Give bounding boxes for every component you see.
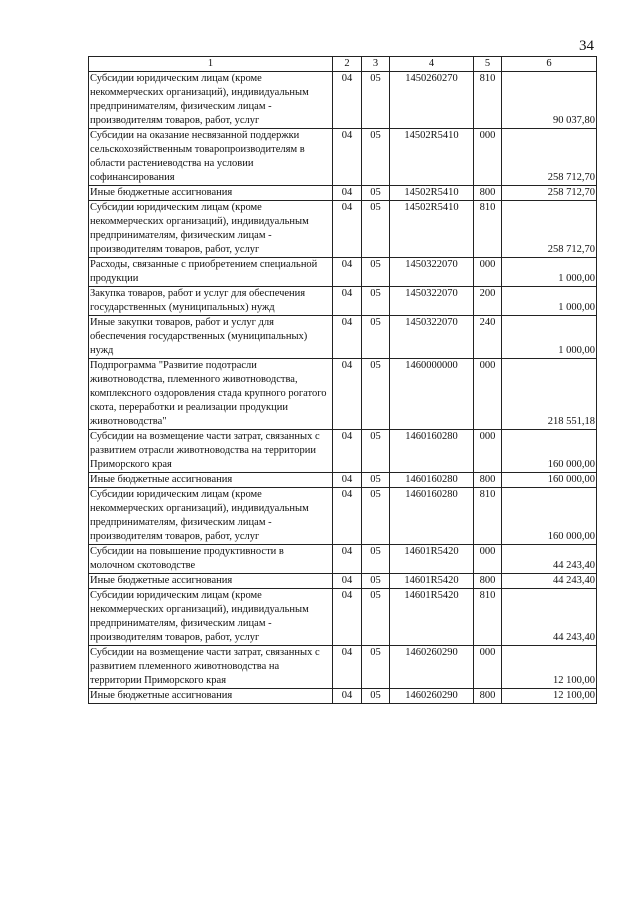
amount-cell: 44 243,40 — [502, 574, 597, 589]
target-article-cell: 1460260290 — [390, 646, 474, 689]
table-row — [89, 574, 597, 589]
target-article-cell: 14601R5420 — [390, 545, 474, 574]
expense-type-cell: 810 — [474, 589, 502, 646]
target-article-cell: 14502R5410 — [390, 186, 474, 201]
amount-cell: 160 000,00 — [502, 430, 597, 473]
section-code-cell: 04 — [333, 359, 362, 430]
section-code-cell: 04 — [333, 72, 362, 129]
expense-type-cell: 240 — [474, 316, 502, 359]
expenditure-name-cell: Субсидии на оказание несвязанной поддержки сельскохозяйственным товаропроизводителям в области растениеводства на условии софинансирования — [89, 129, 333, 186]
section-code-cell: 04 — [333, 430, 362, 473]
expenditure-name-cell: Иные бюджетные ассигнования — [89, 574, 333, 589]
expenditure-name-cell: Иные бюджетные ассигнования — [89, 186, 333, 201]
section-code-cell: 04 — [333, 316, 362, 359]
section-code-cell: 04 — [333, 646, 362, 689]
amount-cell: 218 551,18 — [502, 359, 597, 430]
section-code-cell: 04 — [333, 201, 362, 258]
target-article-cell: 1460000000 — [390, 359, 474, 430]
section-code-cell: 04 — [333, 589, 362, 646]
expenditure-name-cell: Иные бюджетные ассигнования — [89, 689, 333, 704]
amount-cell: 258 712,70 — [502, 129, 597, 186]
expenditure-name-cell: Расходы, связанные с приобретением специальной продукции — [89, 258, 333, 287]
table-row — [89, 316, 597, 359]
target-article-cell: 1450322070 — [390, 287, 474, 316]
expenditure-name-cell: Субсидии на повышение продуктивности в молочном скотоводстве — [89, 545, 333, 574]
target-article-cell: 1460160280 — [390, 473, 474, 488]
amount-cell: 44 243,40 — [502, 545, 597, 574]
expenditure-name-cell: Закупка товаров, работ и услуг для обеспечения государственных (муниципальных) нужд — [89, 287, 333, 316]
subsection-code-cell: 05 — [362, 689, 390, 704]
target-article-cell: 1450322070 — [390, 258, 474, 287]
section-code-cell: 04 — [333, 689, 362, 704]
subsection-code-cell: 05 — [362, 201, 390, 258]
target-article-cell: 1450322070 — [390, 316, 474, 359]
subsection-code-cell: 05 — [362, 186, 390, 201]
table-row — [89, 589, 597, 646]
subsection-code-cell: 05 — [362, 574, 390, 589]
amount-cell: 90 037,80 — [502, 72, 597, 129]
amount-cell: 258 712,70 — [502, 186, 597, 201]
expenditure-name-cell: Подпрограмма "Развитие подотрасли животноводства, племенного животноводства, комплексного оздоровления стада крупного рогатого скота, переработки и реализации продукции животноводства" — [89, 359, 333, 430]
table-row — [89, 646, 597, 689]
expense-type-cell: 000 — [474, 646, 502, 689]
expenditure-name-cell: Субсидии юридическим лицам (кроме некоммерческих организаций), индивидуальным предпринимателям, физическим лицам - производителям товаров, работ, услуг — [89, 488, 333, 545]
expenditure-name-cell: Иные бюджетные ассигнования — [89, 473, 333, 488]
table-row — [89, 201, 597, 258]
table-row — [89, 545, 597, 574]
table-row — [89, 258, 597, 287]
expenditure-name-cell: Субсидии юридическим лицам (кроме некоммерческих организаций), индивидуальным предпринимателям, физическим лицам - производителям товаров, работ, услуг — [89, 589, 333, 646]
column-header: 6 — [502, 57, 597, 72]
expense-type-cell: 000 — [474, 129, 502, 186]
subsection-code-cell: 05 — [362, 589, 390, 646]
table-row — [89, 186, 597, 201]
section-code-cell: 04 — [333, 574, 362, 589]
expenditure-name-cell: Субсидии на возмещение части затрат, связанных с развитием отрасли животноводства на территории Приморского края — [89, 430, 333, 473]
page-number: 34 — [579, 38, 594, 54]
amount-cell: 1 000,00 — [502, 316, 597, 359]
expense-type-cell: 000 — [474, 359, 502, 430]
target-article-cell: 14601R5420 — [390, 574, 474, 589]
table-row — [89, 72, 597, 129]
amount-cell: 258 712,70 — [502, 201, 597, 258]
table-row — [89, 473, 597, 488]
amount-cell: 160 000,00 — [502, 488, 597, 545]
subsection-code-cell: 05 — [362, 258, 390, 287]
expense-type-cell: 000 — [474, 430, 502, 473]
amount-cell: 44 243,40 — [502, 589, 597, 646]
column-header: 2 — [333, 57, 362, 72]
subsection-code-cell: 05 — [362, 488, 390, 545]
subsection-code-cell: 05 — [362, 430, 390, 473]
table-row — [89, 287, 597, 316]
table-header-row — [89, 57, 597, 72]
target-article-cell: 1460160280 — [390, 488, 474, 545]
subsection-code-cell: 05 — [362, 316, 390, 359]
target-article-cell: 14601R5420 — [390, 589, 474, 646]
target-article-cell: 14502R5410 — [390, 201, 474, 258]
table-row — [89, 689, 597, 704]
expense-type-cell: 800 — [474, 689, 502, 704]
section-code-cell: 04 — [333, 473, 362, 488]
table-row — [89, 359, 597, 430]
expense-type-cell: 200 — [474, 287, 502, 316]
expenditure-name-cell: Субсидии на возмещение части затрат, связанных с развитием племенного животноводства на территории Приморского края — [89, 646, 333, 689]
section-code-cell: 04 — [333, 186, 362, 201]
subsection-code-cell: 05 — [362, 359, 390, 430]
section-code-cell: 04 — [333, 258, 362, 287]
expense-type-cell: 000 — [474, 545, 502, 574]
amount-cell: 1 000,00 — [502, 258, 597, 287]
subsection-code-cell: 05 — [362, 287, 390, 316]
expense-type-cell: 810 — [474, 488, 502, 545]
expense-type-cell: 000 — [474, 258, 502, 287]
expense-type-cell: 800 — [474, 186, 502, 201]
subsection-code-cell: 05 — [362, 129, 390, 186]
section-code-cell: 04 — [333, 129, 362, 186]
target-article-cell: 1450260270 — [390, 72, 474, 129]
amount-cell: 12 100,00 — [502, 646, 597, 689]
expense-type-cell: 800 — [474, 473, 502, 488]
section-code-cell: 04 — [333, 545, 362, 574]
subsection-code-cell: 05 — [362, 545, 390, 574]
column-header: 3 — [362, 57, 390, 72]
expenditure-name-cell: Иные закупки товаров, работ и услуг для обеспечения государственных (муниципальных) нужд — [89, 316, 333, 359]
subsection-code-cell: 05 — [362, 646, 390, 689]
expense-type-cell: 810 — [474, 72, 502, 129]
column-header: 5 — [474, 57, 502, 72]
amount-cell: 1 000,00 — [502, 287, 597, 316]
expense-type-cell: 800 — [474, 574, 502, 589]
column-header: 4 — [390, 57, 474, 72]
amount-cell: 160 000,00 — [502, 473, 597, 488]
table-row — [89, 129, 597, 186]
target-article-cell: 1460260290 — [390, 689, 474, 704]
amount-cell: 12 100,00 — [502, 689, 597, 704]
expenditure-name-cell: Субсидии юридическим лицам (кроме некоммерческих организаций), индивидуальным предпринимателям, физическим лицам - производителям товаров, работ, услуг — [89, 201, 333, 258]
section-code-cell: 04 — [333, 287, 362, 316]
table-row — [89, 430, 597, 473]
target-article-cell: 14502R5410 — [390, 129, 474, 186]
expense-type-cell: 810 — [474, 201, 502, 258]
expenditure-name-cell: Субсидии юридическим лицам (кроме некоммерческих организаций), индивидуальным предпринимателям, физическим лицам - производителям товаров, работ, услуг — [89, 72, 333, 129]
table-row — [89, 488, 597, 545]
column-header: 1 — [89, 57, 333, 72]
target-article-cell: 1460160280 — [390, 430, 474, 473]
budget-table — [88, 56, 597, 704]
subsection-code-cell: 05 — [362, 473, 390, 488]
section-code-cell: 04 — [333, 488, 362, 545]
subsection-code-cell: 05 — [362, 72, 390, 129]
